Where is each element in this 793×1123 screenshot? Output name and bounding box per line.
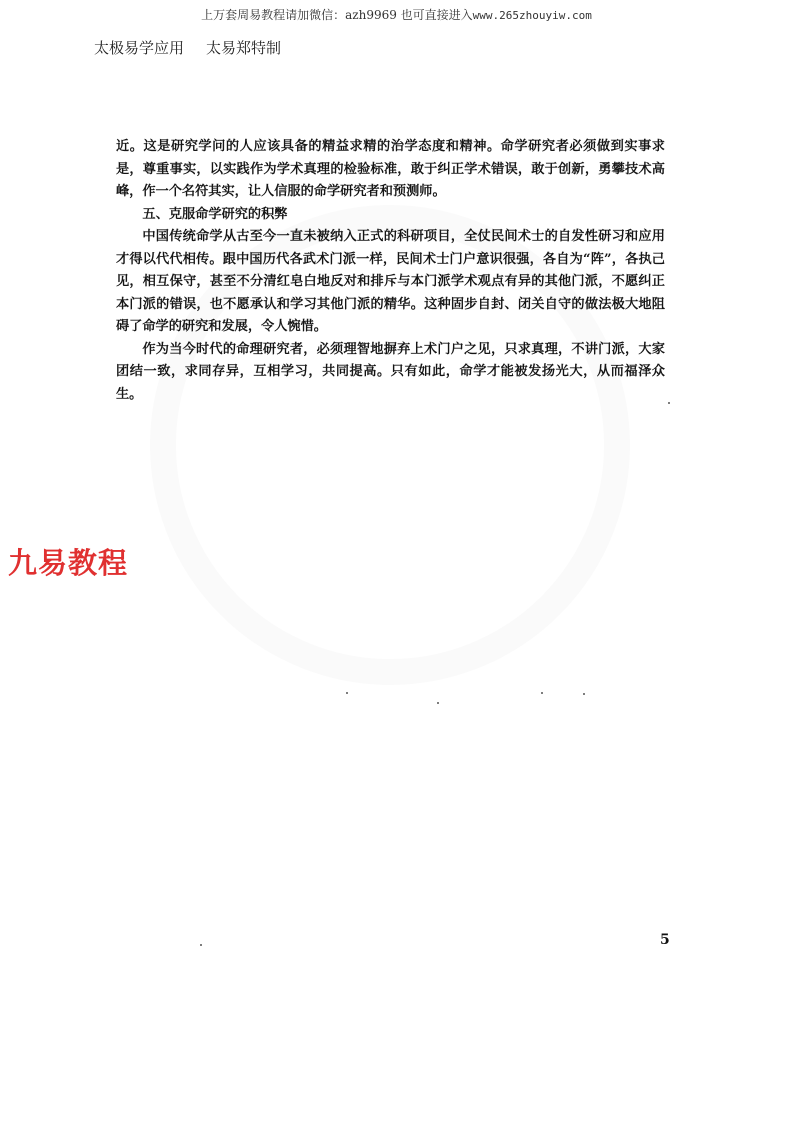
paragraph-3: 作为当今时代的命理研究者，必须理智地摒弃上术门户之见，只求真理，不讲门派，大家团结一致，求同存异，互相学习，共同提高。只有如此，命学才能被发扬光大，从而福泽众生。 bbox=[116, 341, 665, 402]
top-banner bbox=[0, 6, 793, 23]
scan-speck bbox=[346, 692, 348, 694]
banner-url: www.265zhouyiw.com bbox=[472, 9, 592, 22]
header-left: 太极易学应用 bbox=[94, 39, 185, 57]
running-header bbox=[94, 37, 281, 58]
red-stamp-text: 九易教程 bbox=[8, 546, 129, 580]
section-heading: 五、克服命学研究的积弊 bbox=[142, 206, 288, 222]
page-body bbox=[116, 136, 665, 406]
scan-speck bbox=[668, 402, 670, 404]
paragraph-2: 中国传统命学从古至今一直未被纳入正式的科研项目，全仗民间术士的自发性研习和应用才得以代代相传。跟中国历代各武术门派一样，民间术士门户意识很强，各自为“阵”，各执己见，相互保守，甚至不分清红皂白地反对和排斥与本门派学术观点有异的其他门派，不愿纠正本门派的错误，也不愿承认和学习其他门派的精华。这种固步自封、闭关自守的做法极大地阻碍了命学的研究和发展，令人惋惜。 bbox=[116, 229, 665, 334]
scan-speck bbox=[583, 693, 585, 695]
header-right: 太易郑特制 bbox=[206, 39, 282, 57]
paragraph-1: 近。这是研究学问的人应该具备的精益求精的治学态度和精神。命学研究者必须做到实事求是，尊重事实，以实践作为学术真理的检验标准，敢于纠正学术错误，敢于创新，勇攀技术高峰，作一个名符其实，让人信服的命学研究者和预测师。 bbox=[116, 139, 665, 199]
banner-text: 上万套周易教程请加微信：azh9969 也可直接进入 bbox=[201, 8, 473, 22]
page-number: 5 bbox=[660, 932, 670, 948]
scan-speck bbox=[437, 702, 439, 704]
scan-speck bbox=[200, 944, 202, 946]
scan-speck bbox=[541, 692, 543, 694]
